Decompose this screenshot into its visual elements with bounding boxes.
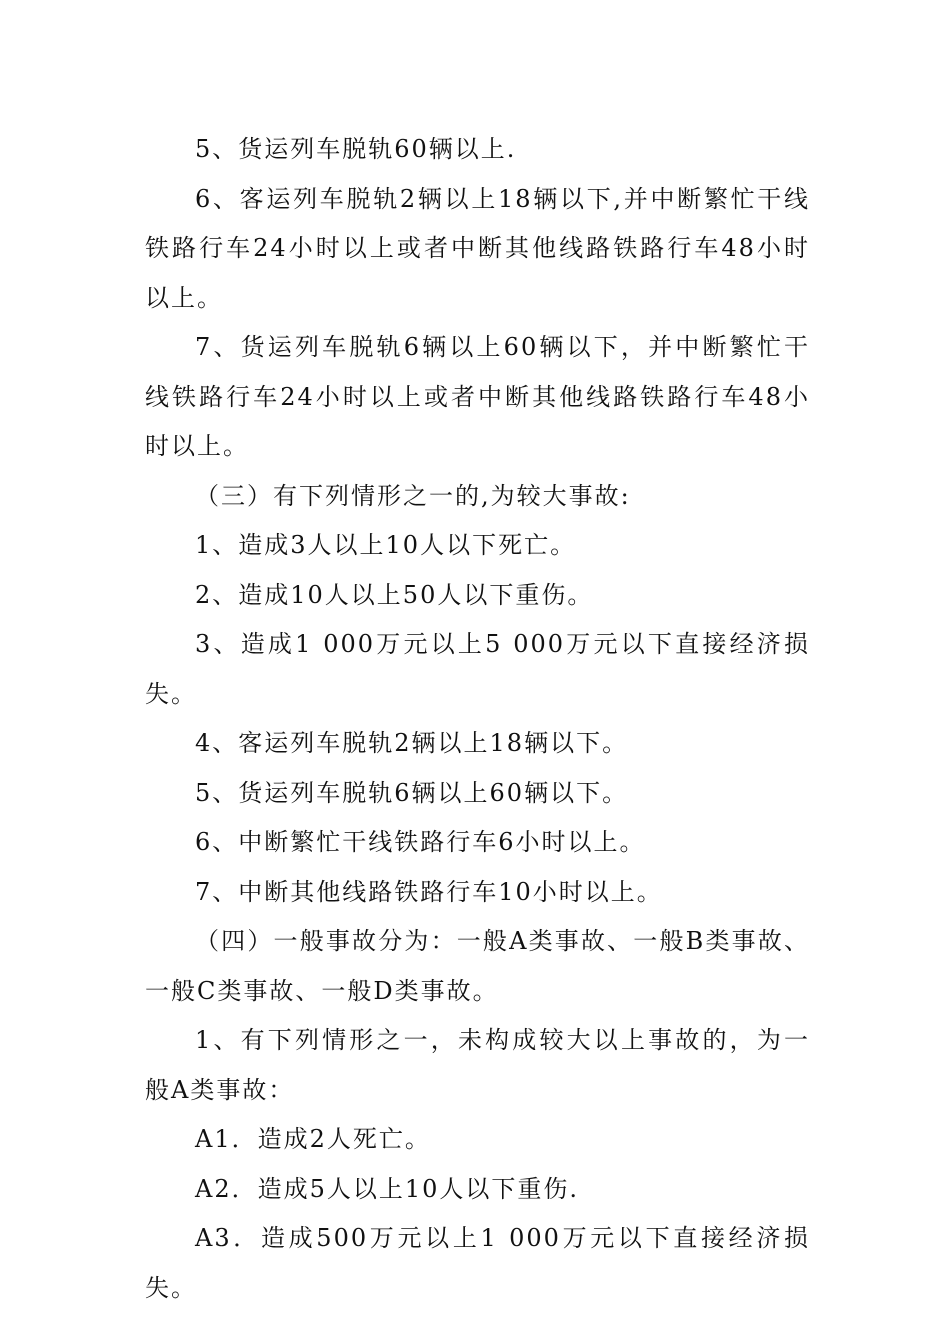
paragraph: 3、造成1 000万元以上5 000万元以下直接经济损失。 — [145, 630, 810, 708]
paragraph: 5、货运列车脱轨60辆以上. — [195, 135, 517, 163]
paragraph: A1．造成2人死亡。 — [195, 1125, 431, 1153]
paragraph: 1、有下列情形之一，未构成较大以上事故的，为一般A类事故： — [145, 1026, 810, 1104]
paragraph: 4、客运列车脱轨2辆以上18辆以下。 — [195, 729, 629, 757]
paragraph: A3．造成500万元以上1 000万元以下直接经济损失。 — [145, 1224, 810, 1302]
paragraph: （四）一般事故分为：一般A类事故、一般B类事故、一般C类事故、一般D类事故。 — [145, 927, 810, 1005]
paragraph: （三）有下列情形之一的,为较大事故: — [195, 481, 631, 510]
paragraph: 7、货运列车脱轨6辆以上60辆以下，并中断繁忙干线铁路行车24小时以上或者中断其他线路铁路行车48小时以上。 — [145, 333, 810, 460]
paragraph: 7、中断其他线路铁路行车10小时以上。 — [195, 877, 663, 906]
document-body — [145, 125, 810, 1313]
paragraph: 5、货运列车脱轨6辆以上60辆以下。 — [195, 778, 629, 807]
paragraph: 1、造成3人以上10人以下死亡。 — [195, 531, 577, 559]
paragraph: 6、中断繁忙干线铁路行车6小时以上。 — [195, 828, 646, 856]
paragraph: 2、造成10人以上50人以下重伤。 — [195, 580, 594, 609]
paragraph: 6、客运列车脱轨2辆以上18辆以下,并中断繁忙干线铁路行车24小时以上或者中断其他线路铁路行车48小时以上。 — [145, 184, 810, 312]
paragraph: A2．造成5人以上10人以下重伤. — [195, 1174, 580, 1203]
